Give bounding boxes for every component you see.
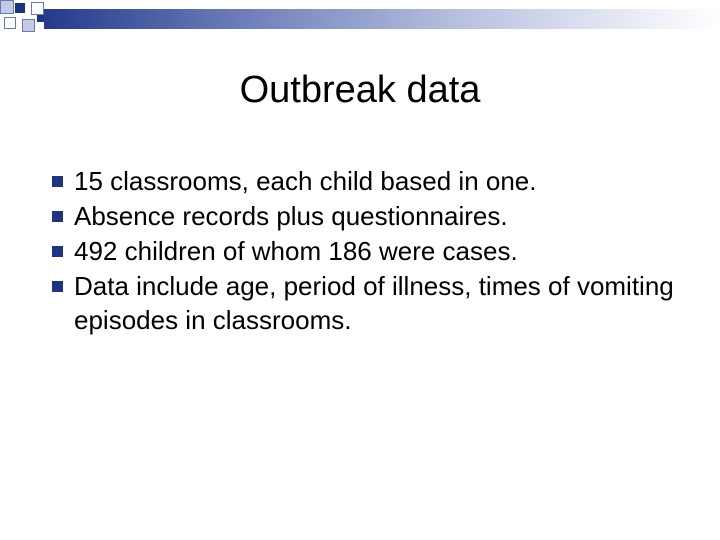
decor-square-icon bbox=[31, 2, 44, 15]
square-bullet-icon bbox=[52, 281, 63, 292]
decor-square-icon bbox=[15, 3, 25, 13]
square-bullet-icon bbox=[52, 211, 63, 222]
list-item bbox=[56, 199, 716, 233]
square-bullet-icon bbox=[52, 176, 63, 187]
list-item bbox=[56, 269, 716, 337]
bullet-list bbox=[56, 164, 716, 338]
slide-title: Outbreak data bbox=[239, 69, 481, 111]
list-item bbox=[56, 234, 716, 268]
decor-square-icon bbox=[37, 15, 44, 22]
list-item bbox=[56, 164, 716, 198]
decor-square-icon bbox=[4, 17, 16, 29]
square-bullet-icon bbox=[52, 246, 63, 257]
decor-square-icon bbox=[22, 19, 35, 32]
decor-square-icon bbox=[0, 0, 14, 14]
header-gradient-bar bbox=[44, 9, 720, 29]
bullet-text: 492 children of whom 186 were cases. bbox=[74, 236, 518, 266]
bullet-text: Data include age, period of illness, times of vomiting episodes in classrooms. bbox=[74, 271, 674, 335]
header-band bbox=[0, 0, 720, 38]
bullet-text: Absence records plus questionnaires. bbox=[74, 201, 508, 231]
bullet-text: 15 classrooms, each child based in one. bbox=[74, 166, 537, 196]
